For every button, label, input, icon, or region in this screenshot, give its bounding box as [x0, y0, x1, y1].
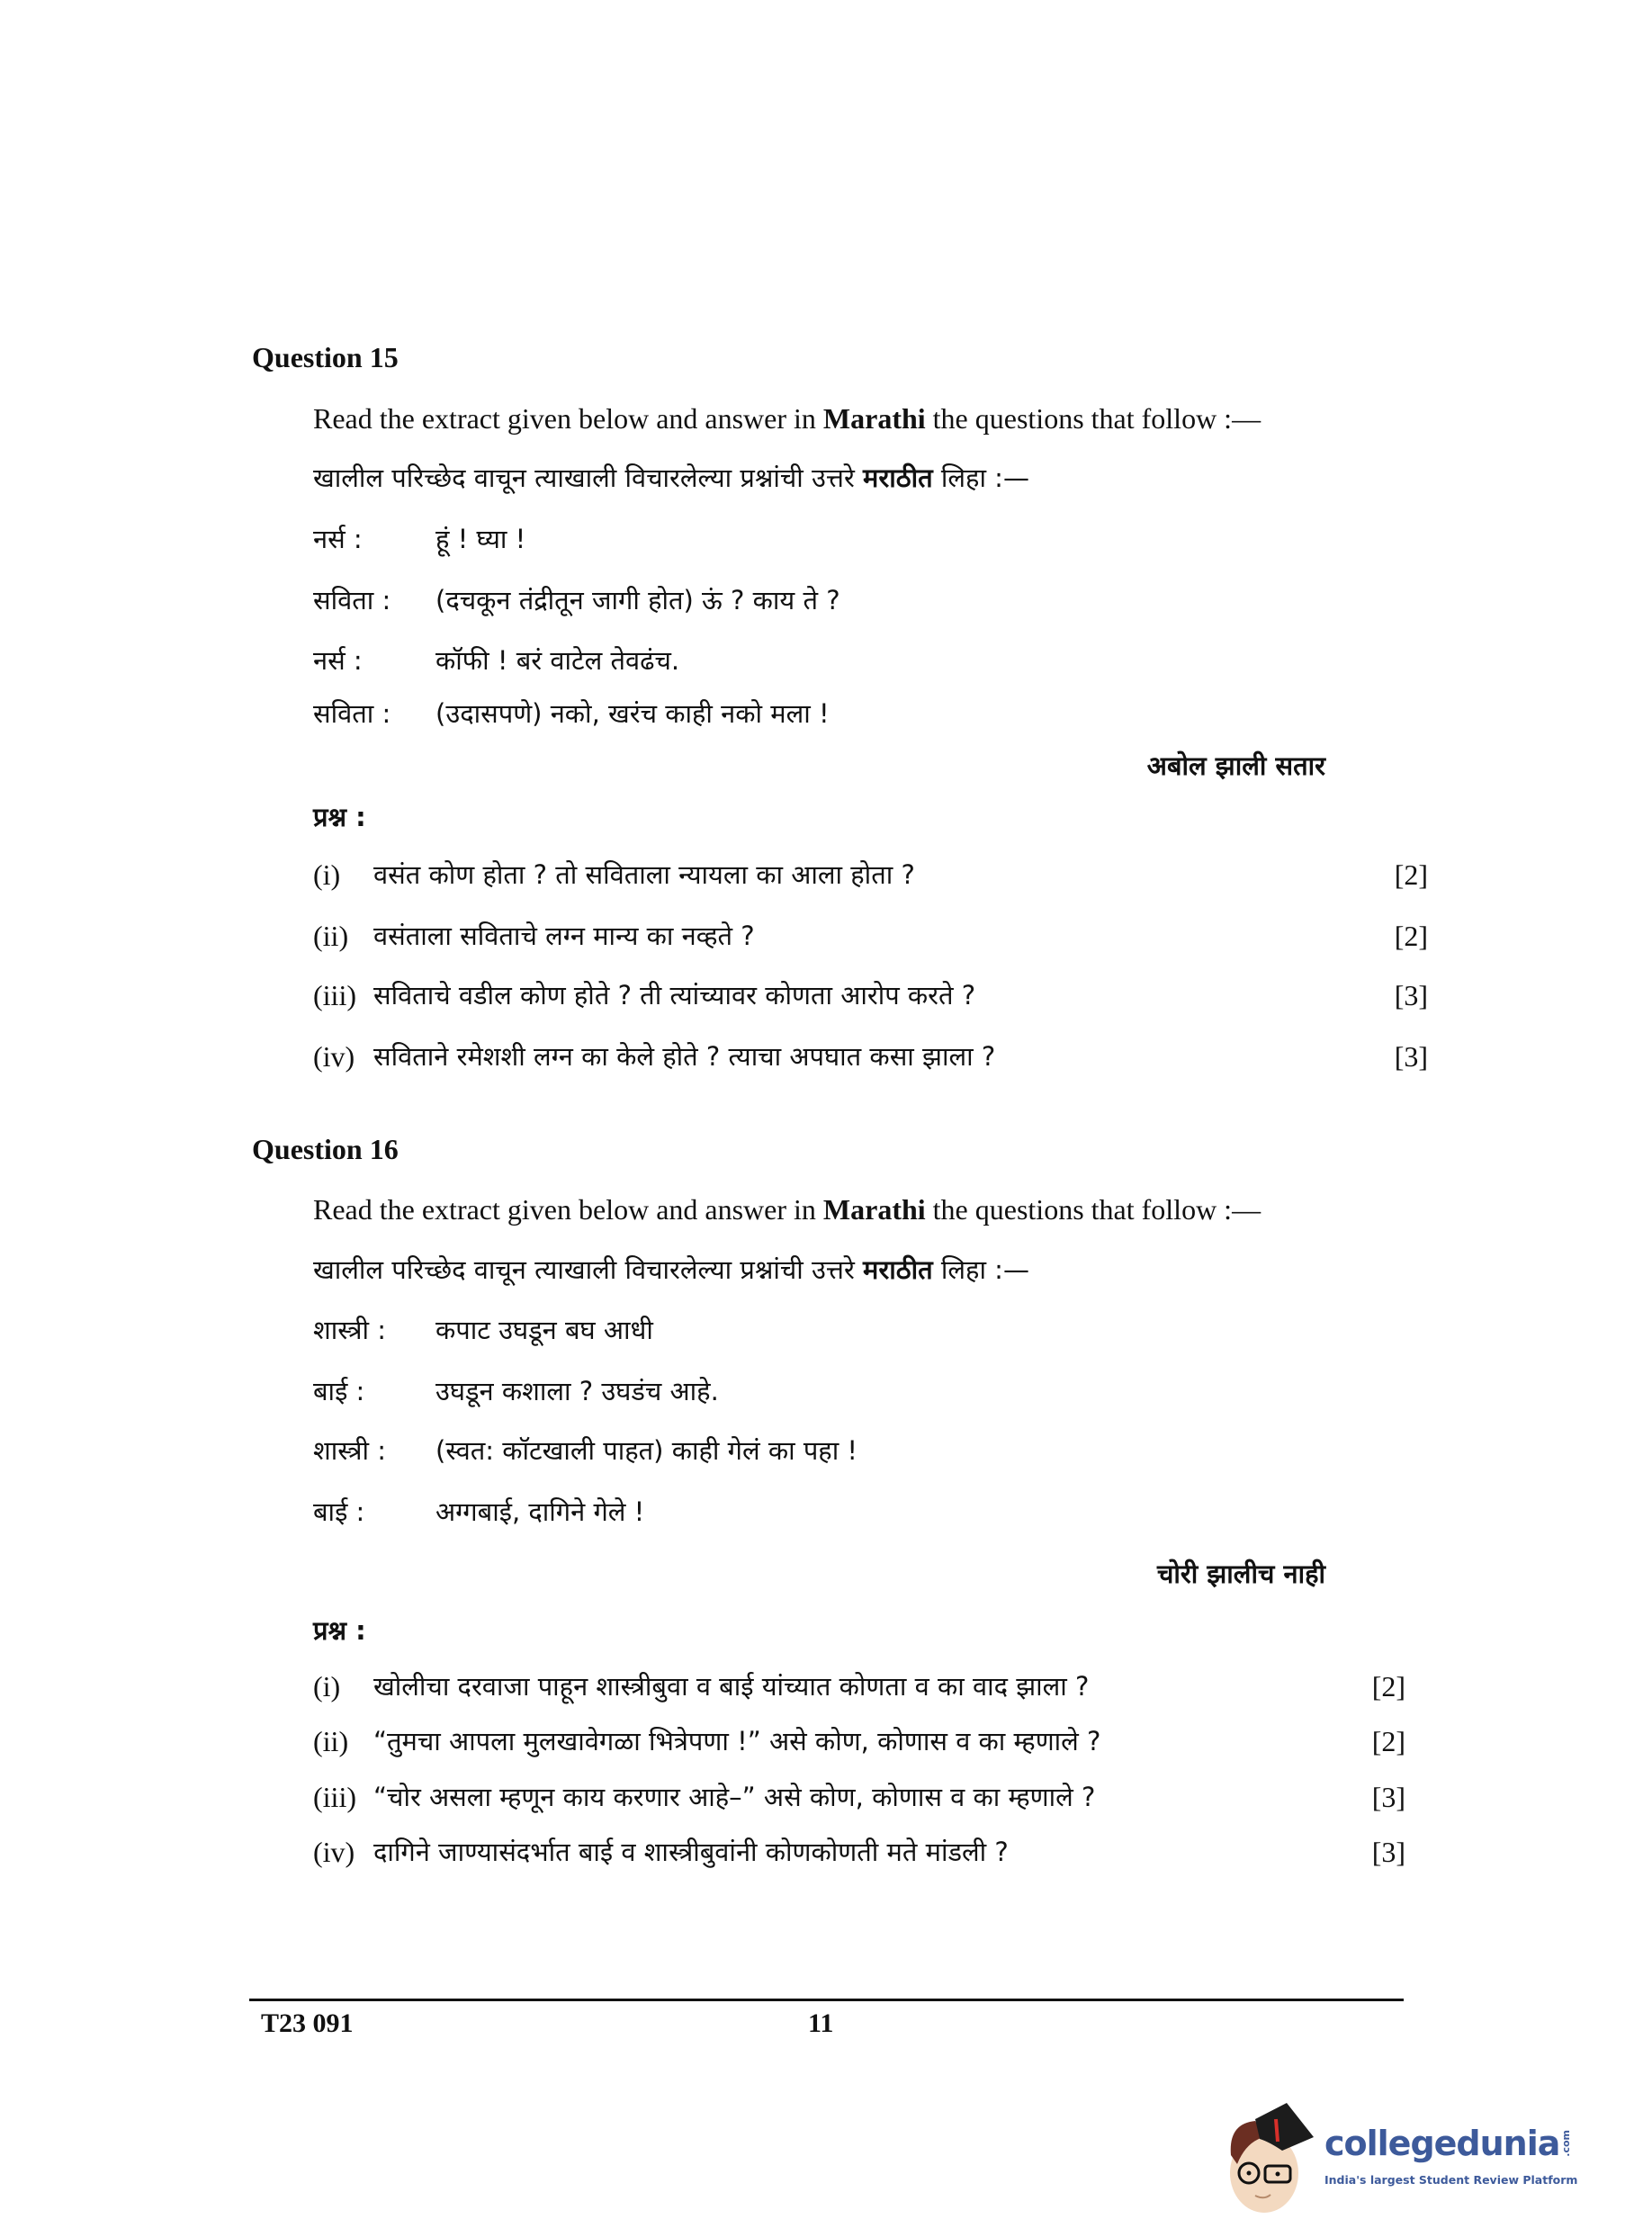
- brand-tagline: India's largest Student Review Platform: [1324, 2173, 1578, 2187]
- dialogue-line: हूं ! घ्या !: [435, 524, 526, 554]
- q15-instruction-english: [313, 400, 1261, 436]
- dialogue-line: उघडून कशाला ? उघडंच आहे.: [435, 1376, 719, 1406]
- question-text: “तुमचा आपला मुलखावेगळा भित्रेपणा !” असे कोण, कोणास व का म्हणाले ?: [373, 1726, 1101, 1756]
- q16-instruction-marathi: [313, 1252, 1029, 1288]
- question-marks: [2]: [1394, 858, 1428, 891]
- question-number: (ii): [313, 920, 349, 952]
- q15-instruction-marathi: [313, 460, 1029, 496]
- dialogue-speaker: शास्त्री :: [313, 1435, 387, 1466]
- question-marks: [3]: [1371, 1781, 1405, 1813]
- dialogue-speaker: सविता :: [313, 585, 391, 615]
- question-text: दागिने जाण्यासंदर्भात बाई व शास्त्रीबुवांनी कोणकोणती मते मांडली ?: [373, 1837, 1009, 1867]
- extract-source: अबोल झाली सतार: [1146, 750, 1325, 781]
- text: लिहा :—: [932, 463, 1029, 493]
- question-number: (i): [313, 1670, 341, 1702]
- question-16-heading: Question 16: [252, 1133, 399, 1165]
- text-bold: मराठीत: [863, 1254, 933, 1285]
- question-number: (ii): [313, 1725, 349, 1757]
- question-marks: [3]: [1394, 979, 1428, 1011]
- text: the questions that follow :—: [925, 1193, 1261, 1226]
- question-text: सविताने रमेशशी लग्न का केले होते ? त्याचा अपघात कसा झाला ?: [373, 1041, 996, 1072]
- question-marks: [3]: [1394, 1040, 1428, 1073]
- extract-source: चोरी झालीच नाही: [1156, 1559, 1325, 1589]
- footer-divider: [249, 1999, 1404, 2001]
- text: लिहा :—: [932, 1254, 1029, 1285]
- text: Read the extract given below and answer in: [313, 402, 823, 435]
- brand-text: collegedunia: [1324, 2124, 1560, 2163]
- text: Read the extract given below and answer in: [313, 1193, 823, 1226]
- question-marks: [2]: [1394, 920, 1428, 952]
- text-bold: Marathi: [822, 402, 926, 435]
- question-number: (iv): [313, 1836, 355, 1868]
- q16-instruction-english: [313, 1191, 1261, 1227]
- dialogue-line: कॉफी ! बरं वाटेल तेवढंच.: [435, 645, 680, 676]
- question-text: वसंत कोण होता ? तो सविताला न्यायला का आला होता ?: [373, 859, 915, 890]
- dialogue-speaker: सविता :: [313, 698, 391, 729]
- dialogue-speaker: बाई :: [313, 1496, 365, 1527]
- text: खालील परिच्छेद वाचून त्याखाली विचारलेल्या प्रश्नांची उत्तरे: [313, 463, 864, 493]
- question-number: (i): [313, 858, 341, 891]
- question-text: सविताचे वडील कोण होते ? ती त्यांच्यावर कोणता आरोप करते ?: [373, 980, 976, 1011]
- questions-label: प्रश्न :: [313, 1615, 366, 1646]
- text: the questions that follow :—: [925, 402, 1261, 435]
- brand-suffix: .com: [1560, 2130, 1573, 2157]
- question-text: “चोर असला म्हणून काय करणार आहे–” असे कोण, कोणास व का म्हणाले ?: [373, 1782, 1096, 1812]
- dialogue-line: (स्वत: कॉटखाली पाहत) काही गेलं का पहा !: [435, 1435, 858, 1466]
- dialogue-speaker: नर्स :: [313, 524, 363, 554]
- question-text: वसंताला सविताचे लग्न मान्य का नव्हते ?: [373, 921, 755, 951]
- dialogue-speaker: बाई :: [313, 1376, 365, 1406]
- dialogue-line: अग्गबाई, दागिने गेले !: [435, 1496, 645, 1527]
- text: खालील परिच्छेद वाचून त्याखाली विचारलेल्या प्रश्नांची उत्तरे: [313, 1254, 864, 1285]
- question-15-heading: Question 15: [252, 341, 399, 373]
- text-bold: Marathi: [822, 1193, 926, 1226]
- question-marks: [2]: [1371, 1725, 1405, 1757]
- dialogue-speaker: शास्त्री :: [313, 1315, 387, 1345]
- question-text: खोलीचा दरवाजा पाहून शास्त्रीबुवा व बाई यांच्यात कोणता व का वाद झाला ?: [373, 1671, 1090, 1702]
- dialogue-line: (दचकून तंद्रीतून जागी होत) ऊं ? काय ते ?: [435, 585, 840, 615]
- mascot-icon: [1215, 2101, 1323, 2218]
- question-number: (iii): [313, 979, 356, 1011]
- text-bold: मराठीत: [863, 463, 933, 493]
- question-marks: [2]: [1371, 1670, 1405, 1702]
- questions-label: प्रश्न :: [313, 802, 366, 832]
- paper-code: T23 091: [261, 2008, 354, 2038]
- collegedunia-logo: [1215, 2101, 1638, 2218]
- page-number: 11: [808, 2008, 834, 2038]
- brand-name: [1324, 2121, 1572, 2166]
- question-number: (iv): [313, 1040, 355, 1073]
- dialogue-line: कपाट उघडून बघ आधी: [435, 1315, 653, 1345]
- question-marks: [3]: [1371, 1836, 1405, 1868]
- dialogue-speaker: नर्स :: [313, 645, 363, 676]
- dialogue-line: (उदासपणे) नको, खरंच काही नको मला !: [435, 698, 830, 729]
- question-number: (iii): [313, 1781, 356, 1813]
